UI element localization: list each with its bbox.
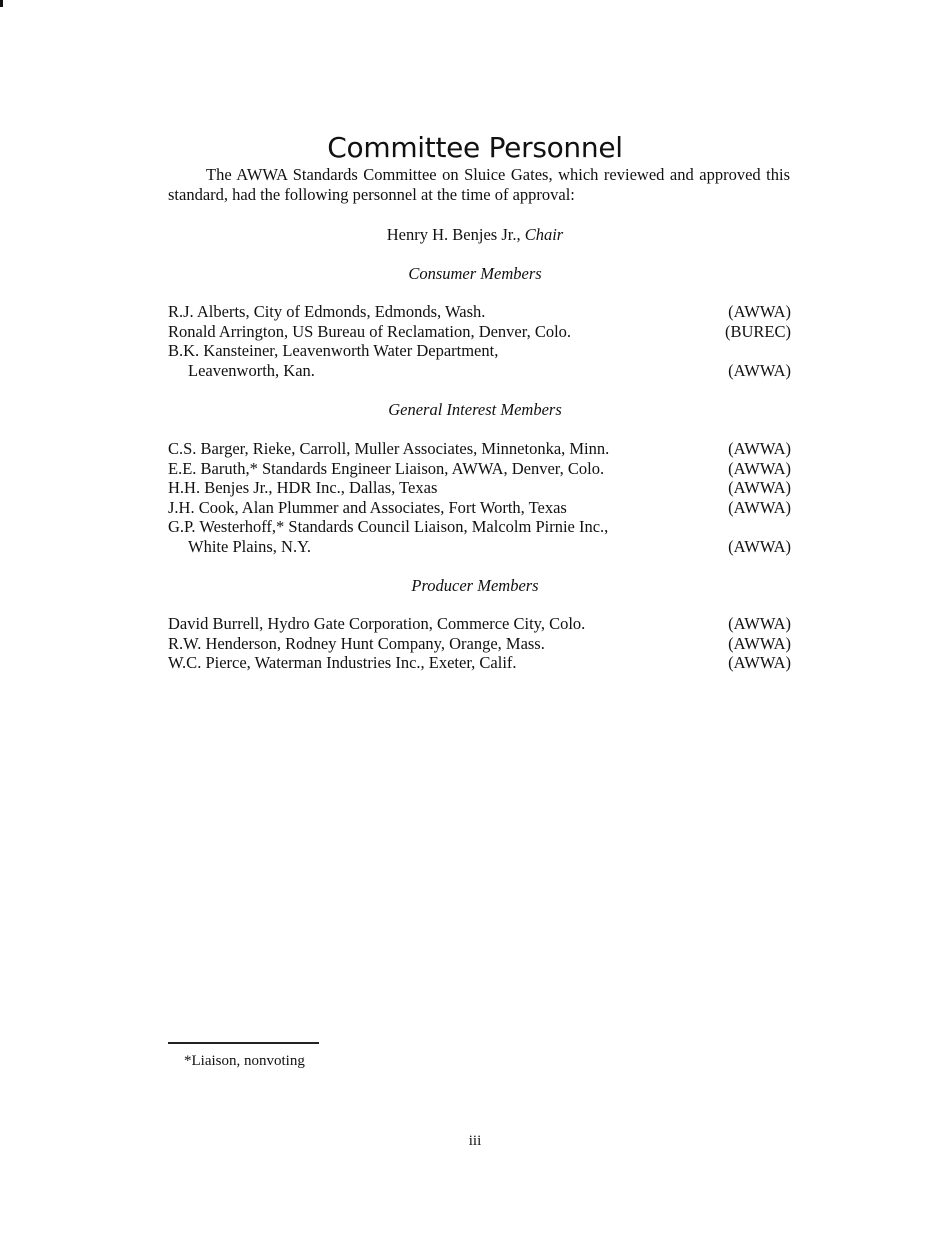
section-heading-consumer: Consumer Members [408,264,542,283]
member-name: E.E. Baruth,* Standards Engineer Liaison, AWWA, Denver, Colo. [168,458,605,478]
section-heading-producer: Producer Members [411,576,539,595]
chair-line [0,225,950,245]
member-org: (AWWA) [728,614,791,633]
section-heading-general-interest: General Interest Members [388,400,562,419]
chair-name: Henry H. Benjes Jr., [386,225,521,244]
member-org: (AWWA) [728,302,791,321]
member-org: (AWWA) [728,536,791,556]
producer-members-list [168,614,791,673]
member-row [168,614,791,634]
intro-paragraph: The AWWA Standards Committee on Sluice Gates, which reviewed and approved this standard, had the following personnel at the time of approval: [168,165,790,204]
scan-mark [0,0,3,7]
member-org: (AWWA) [728,497,791,517]
member-org: (AWWA) [728,633,791,653]
member-name: W.C. Pierce, Waterman Industries Inc., Exeter, Calif. [168,653,517,673]
member-row [168,478,791,498]
member-name-continued: Leavenworth, Kan. [188,360,315,380]
member-name: R.J. Alberts, City of Edmonds, Edmonds, Wash. [168,302,486,321]
member-row [168,653,791,673]
member-org: (AWWA) [728,458,791,478]
member-org: (AWWA) [728,439,791,458]
consumer-members-list [168,302,791,380]
member-row-continuation [168,361,791,381]
page-title: Committee Personnel [327,130,623,164]
member-name: Ronald Arrington, US Bureau of Reclamation, Denver, Colo. [168,321,572,341]
member-row [168,302,791,322]
member-row [168,634,791,654]
member-name: C.S. Barger, Rieke, Carroll, Muller Associates, Minnetonka, Minn. [168,439,610,458]
member-name: B.K. Kansteiner, Leavenworth Water Department, [168,341,499,361]
member-name: G.P. Westerhoff,* Standards Council Liaison, Malcolm Pirnie Inc., [168,517,609,537]
footnote: *Liaison, nonvoting [184,1053,305,1069]
member-name-continued: White Plains, N.Y. [188,536,311,556]
member-name: David Burrell, Hydro Gate Corporation, Commerce City, Colo. [168,614,586,633]
chair-role: Chair [524,225,564,244]
member-name: H.H. Benjes Jr., HDR Inc., Dallas, Texas [168,478,438,498]
member-row [168,517,791,537]
general-interest-members-list [168,439,791,557]
member-name: R.W. Henderson, Rodney Hunt Company, Orange, Mass. [168,633,545,653]
member-row [168,439,791,459]
member-org: (AWWA) [728,360,791,380]
member-row [168,498,791,518]
member-row [168,322,791,342]
member-name: J.H. Cook, Alan Plummer and Associates, Fort Worth, Texas [168,497,567,517]
member-org: (BUREC) [725,321,791,341]
footnote-divider [168,1042,319,1044]
member-row-continuation [168,537,791,557]
member-row [168,459,791,479]
page-number: iii [468,1133,482,1149]
member-row [168,341,791,361]
member-org: (AWWA) [728,653,791,673]
member-org: (AWWA) [728,478,791,498]
